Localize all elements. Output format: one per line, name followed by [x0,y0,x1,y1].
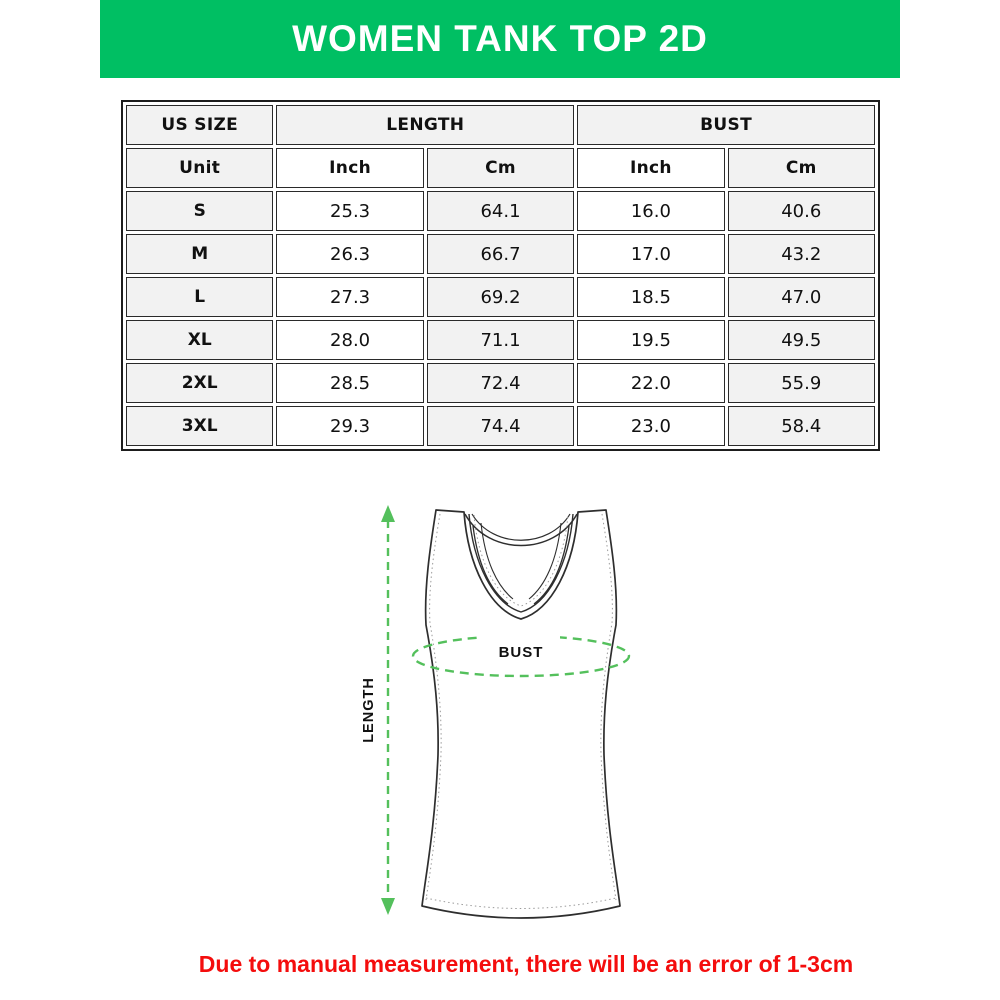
length-cm-cell: 71.1 [427,320,574,360]
unit-bust-inch-cell: Inch [577,148,724,188]
page-title: WOMEN TANK TOP 2D [292,18,708,59]
table-row-xl [126,320,875,360]
title-banner [100,0,900,78]
table-row-2xl [126,363,875,403]
size-cell: 3XL [126,406,273,446]
bust-cm-cell: 40.6 [728,191,875,231]
bust-cm-cell: 43.2 [728,234,875,274]
size-cell: S [126,191,273,231]
bust-inch-cell: 18.5 [577,277,724,317]
table-row-l [126,277,875,317]
length-inch-cell: 29.3 [276,406,423,446]
length-arrowhead-bottom [381,898,395,915]
bust-inch-cell: 17.0 [577,234,724,274]
size-cell: L [126,277,273,317]
bust-inch-cell: 22.0 [577,363,724,403]
length-inch-cell: 28.5 [276,363,423,403]
size-table [121,100,880,451]
bust-cm-cell: 55.9 [728,363,875,403]
size-cell: M [126,234,273,274]
table-row-s [126,191,875,231]
bust-label: BUST [498,644,544,661]
length-inch-cell: 27.3 [276,277,423,317]
unit-length-cm-cell: Cm [427,148,574,188]
col-header-length: LENGTH [276,105,574,145]
tank-outline [422,510,620,918]
bust-cm-cell: 58.4 [728,406,875,446]
length-cm-cell: 74.4 [427,406,574,446]
length-label: LENGTH [361,677,377,743]
bust-cm-cell: 47.0 [728,277,875,317]
bust-cm-cell: 49.5 [728,320,875,360]
tank-top-illustration [338,488,702,950]
size-table-container [121,100,880,451]
length-cm-cell: 66.7 [427,234,574,274]
table-unit-row [126,148,875,188]
length-inch-cell: 25.3 [276,191,423,231]
length-cm-cell: 64.1 [427,191,574,231]
bust-inch-cell: 16.0 [577,191,724,231]
table-row-m [126,234,875,274]
unit-bust-cm-cell: Cm [728,148,875,188]
length-inch-cell: 26.3 [276,234,423,274]
col-header-bust: BUST [577,105,875,145]
length-arrowhead-top [381,505,395,522]
length-cm-cell: 72.4 [427,363,574,403]
bust-inch-cell: 23.0 [577,406,724,446]
unit-length-inch-cell: Inch [276,148,423,188]
measurement-diagram [338,488,702,950]
length-cm-cell: 69.2 [427,277,574,317]
table-group-header-row [126,105,875,145]
size-cell: XL [126,320,273,360]
table-row-3xl [126,406,875,446]
disclaimer-note: Due to manual measurement, there will be an error of 1-3cm [198,951,854,977]
col-header-us-size: US SIZE [126,105,273,145]
size-cell: 2XL [126,363,273,403]
bust-inch-cell: 19.5 [577,320,724,360]
unit-header-cell: Unit [126,148,273,188]
length-inch-cell: 28.0 [276,320,423,360]
